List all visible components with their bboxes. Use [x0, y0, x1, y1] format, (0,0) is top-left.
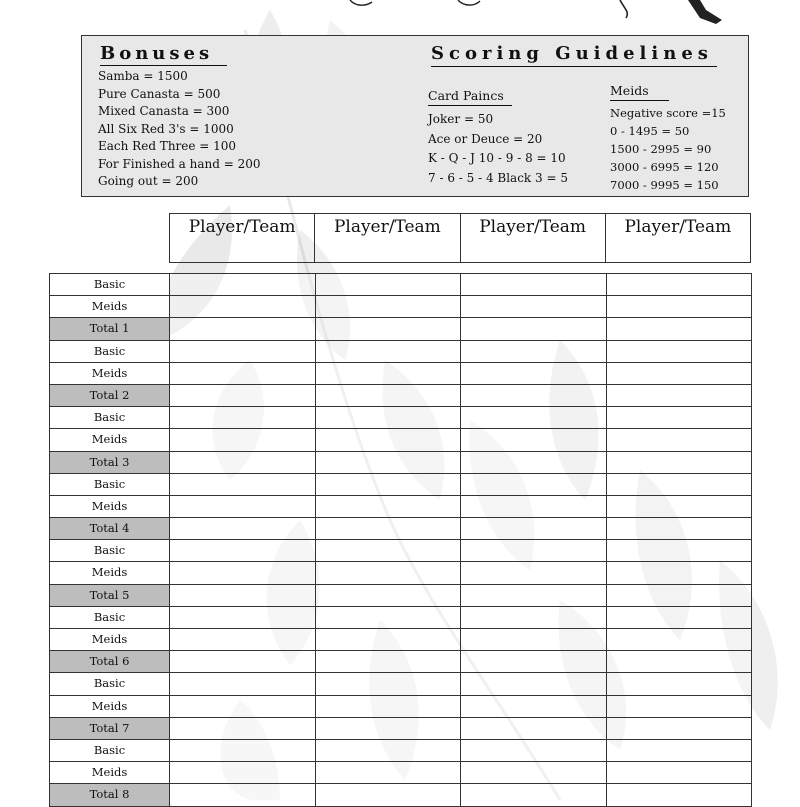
score-cell[interactable] — [461, 585, 607, 607]
score-cell[interactable] — [316, 407, 462, 429]
total-row-label: Total 7 — [50, 718, 170, 740]
score-cell[interactable] — [316, 718, 462, 740]
total-row-label: Total 3 — [50, 452, 170, 474]
score-cell[interactable] — [316, 318, 462, 340]
score-row — [50, 696, 752, 718]
score-cell[interactable] — [316, 540, 462, 562]
score-cell[interactable] — [316, 607, 462, 629]
scoring-info-panel — [81, 35, 749, 197]
score-cell[interactable] — [170, 318, 316, 340]
score-cell[interactable] — [461, 540, 607, 562]
card-points-item: Ace or Deuce = 20 — [428, 131, 543, 146]
score-cell[interactable] — [607, 562, 753, 584]
score-row — [50, 740, 752, 762]
score-row — [50, 562, 752, 584]
total-row — [50, 784, 752, 806]
score-row-label: Meids — [50, 696, 170, 718]
score-cell[interactable] — [316, 496, 462, 518]
score-cell[interactable] — [316, 274, 462, 296]
score-row-label: Basic — [50, 673, 170, 695]
bonus-item: For Finished a hand = 200 — [98, 156, 261, 171]
score-row — [50, 762, 752, 784]
score-cell[interactable] — [607, 496, 753, 518]
total-row-label: Total 1 — [50, 318, 170, 340]
score-cell[interactable] — [607, 696, 753, 718]
bonus-item: Each Red Three = 100 — [98, 139, 237, 153]
score-cell[interactable] — [170, 452, 316, 474]
score-cell[interactable] — [607, 341, 753, 363]
card-points-item: Joker = 50 — [428, 112, 494, 126]
score-cell[interactable] — [607, 540, 753, 562]
score-cell[interactable] — [170, 651, 316, 673]
player-team-header: Player/Team — [315, 214, 460, 262]
score-cell[interactable] — [170, 740, 316, 762]
score-cell[interactable] — [170, 385, 316, 407]
score-cell[interactable] — [461, 452, 607, 474]
score-cell[interactable] — [170, 496, 316, 518]
score-cell[interactable] — [607, 407, 753, 429]
total-row-label: Total 4 — [50, 518, 170, 540]
score-cell[interactable] — [461, 673, 607, 695]
meids-heading: Meids — [610, 83, 669, 101]
score-cell[interactable] — [461, 629, 607, 651]
score-row-label: Meids — [50, 629, 170, 651]
bonus-item: Going out = 200 — [98, 174, 199, 188]
score-cell[interactable] — [461, 784, 607, 806]
meids-item: 0 - 1495 = 50 — [610, 124, 690, 138]
score-cell[interactable] — [170, 562, 316, 584]
score-cell[interactable] — [461, 651, 607, 673]
score-cell[interactable] — [607, 296, 753, 318]
score-cell[interactable] — [461, 518, 607, 540]
score-row — [50, 274, 752, 296]
score-cell[interactable] — [461, 762, 607, 784]
score-cell[interactable] — [316, 518, 462, 540]
meids-list — [610, 104, 726, 194]
score-cell[interactable] — [607, 651, 753, 673]
score-cell[interactable] — [170, 718, 316, 740]
score-row-label: Meids — [50, 496, 170, 518]
score-cell[interactable] — [170, 429, 316, 451]
bonus-item: Mixed Canasta = 300 — [98, 104, 230, 118]
score-row — [50, 540, 752, 562]
score-row-label: Basic — [50, 607, 170, 629]
total-row-label: Total 6 — [50, 651, 170, 673]
score-cell[interactable] — [607, 784, 753, 806]
meids-item: 3000 - 6995 = 120 — [610, 160, 719, 174]
score-row — [50, 474, 752, 496]
score-cell[interactable] — [316, 296, 462, 318]
score-cell[interactable] — [607, 607, 753, 629]
score-row — [50, 363, 752, 385]
score-row — [50, 607, 752, 629]
score-row — [50, 629, 752, 651]
card-points-item: 7 - 6 - 5 - 4 Black 3 = 5 — [428, 170, 568, 185]
score-cell[interactable] — [170, 696, 316, 718]
score-cell[interactable] — [461, 607, 607, 629]
scoring-guidelines-heading: Scoring Guidelines — [431, 42, 717, 67]
score-cell[interactable] — [607, 318, 753, 340]
score-cell[interactable] — [461, 363, 607, 385]
score-cell[interactable] — [461, 318, 607, 340]
score-row-label: Basic — [50, 740, 170, 762]
total-row — [50, 318, 752, 340]
score-cell[interactable] — [316, 784, 462, 806]
score-cell[interactable] — [607, 740, 753, 762]
score-cell[interactable] — [461, 274, 607, 296]
score-cell[interactable] — [170, 784, 316, 806]
score-cell[interactable] — [316, 740, 462, 762]
bonus-item: Samba = 1500 — [98, 69, 188, 83]
score-cell[interactable] — [316, 585, 462, 607]
card-points-list — [428, 110, 568, 188]
bonuses-heading: Bonuses — [100, 43, 227, 66]
score-cell[interactable] — [170, 474, 316, 496]
meids-item: 7000 - 9995 = 150 — [610, 178, 719, 192]
player-team-header: Player/Team — [461, 214, 606, 262]
score-cell[interactable] — [170, 274, 316, 296]
score-cell[interactable] — [316, 562, 462, 584]
score-cell[interactable] — [170, 341, 316, 363]
score-cell[interactable] — [316, 341, 462, 363]
score-cell[interactable] — [316, 429, 462, 451]
score-cell[interactable] — [461, 429, 607, 451]
score-cell[interactable] — [607, 385, 753, 407]
score-cell[interactable] — [607, 452, 753, 474]
score-cell[interactable] — [461, 696, 607, 718]
score-row-label: Meids — [50, 429, 170, 451]
score-row-label: Basic — [50, 474, 170, 496]
score-cell[interactable] — [461, 496, 607, 518]
score-cell[interactable] — [607, 474, 753, 496]
score-cell[interactable] — [461, 562, 607, 584]
total-row — [50, 585, 752, 607]
score-row-label: Basic — [50, 540, 170, 562]
score-cell[interactable] — [316, 629, 462, 651]
score-cell[interactable] — [170, 540, 316, 562]
score-cell[interactable] — [316, 385, 462, 407]
score-row-label: Meids — [50, 363, 170, 385]
score-cell[interactable] — [607, 518, 753, 540]
score-cell[interactable] — [170, 673, 316, 695]
score-cell[interactable] — [607, 585, 753, 607]
score-cell[interactable] — [170, 762, 316, 784]
bonuses-list — [98, 68, 261, 191]
score-cell[interactable] — [170, 585, 316, 607]
score-cell[interactable] — [461, 407, 607, 429]
score-cell[interactable] — [170, 407, 316, 429]
score-cell[interactable] — [170, 607, 316, 629]
score-cell[interactable] — [170, 629, 316, 651]
score-row-label: Meids — [50, 296, 170, 318]
score-cell[interactable] — [461, 474, 607, 496]
score-row-label: Basic — [50, 274, 170, 296]
player-team-header: Player/Team — [170, 214, 315, 262]
score-cell[interactable] — [607, 629, 753, 651]
meids-item: Negative score =15 — [610, 106, 726, 120]
player-team-header: Player/Team — [624, 217, 732, 237]
total-row-label: Total 2 — [50, 385, 170, 407]
bonus-item: All Six Red 3's = 1000 — [98, 121, 234, 136]
score-cell[interactable] — [607, 429, 753, 451]
score-row — [50, 496, 752, 518]
bonus-item: Pure Canasta = 500 — [98, 86, 221, 101]
player-header-row — [169, 213, 751, 263]
score-cell[interactable] — [461, 341, 607, 363]
total-row — [50, 385, 752, 407]
score-row — [50, 296, 752, 318]
score-row-label: Meids — [50, 762, 170, 784]
score-cell[interactable] — [316, 651, 462, 673]
total-row — [50, 718, 752, 740]
score-row — [50, 407, 752, 429]
score-cell[interactable] — [461, 296, 607, 318]
total-row-label: Total 5 — [50, 585, 170, 607]
score-cell[interactable] — [461, 718, 607, 740]
card-points-heading: Card Paincs — [428, 88, 512, 106]
score-row-label: Basic — [50, 407, 170, 429]
score-cell[interactable] — [607, 762, 753, 784]
score-cell[interactable] — [607, 718, 753, 740]
score-row — [50, 673, 752, 695]
score-cell[interactable] — [461, 385, 607, 407]
score-cell[interactable] — [461, 740, 607, 762]
meids-item: 1500 - 2995 = 90 — [610, 142, 712, 156]
score-cell[interactable] — [316, 696, 462, 718]
score-row-label: Basic — [50, 341, 170, 363]
score-cell[interactable] — [607, 274, 753, 296]
score-row-label: Meids — [50, 562, 170, 584]
total-row — [50, 518, 752, 540]
total-row — [50, 452, 752, 474]
score-cell[interactable] — [607, 673, 753, 695]
score-cell[interactable] — [607, 363, 753, 385]
score-row — [50, 341, 752, 363]
score-cell[interactable] — [316, 452, 462, 474]
top-ornament-illustration — [0, 0, 800, 30]
total-row-label: Total 8 — [50, 784, 170, 806]
score-cell[interactable] — [316, 673, 462, 695]
score-cell[interactable] — [170, 296, 316, 318]
score-cell[interactable] — [316, 474, 462, 496]
score-grid — [49, 273, 752, 807]
score-cell[interactable] — [316, 363, 462, 385]
total-row — [50, 651, 752, 673]
score-cell[interactable] — [316, 762, 462, 784]
score-cell[interactable] — [170, 518, 316, 540]
score-row — [50, 429, 752, 451]
card-points-item: K - Q - J 10 - 9 - 8 = 10 — [428, 151, 566, 165]
score-cell[interactable] — [170, 363, 316, 385]
